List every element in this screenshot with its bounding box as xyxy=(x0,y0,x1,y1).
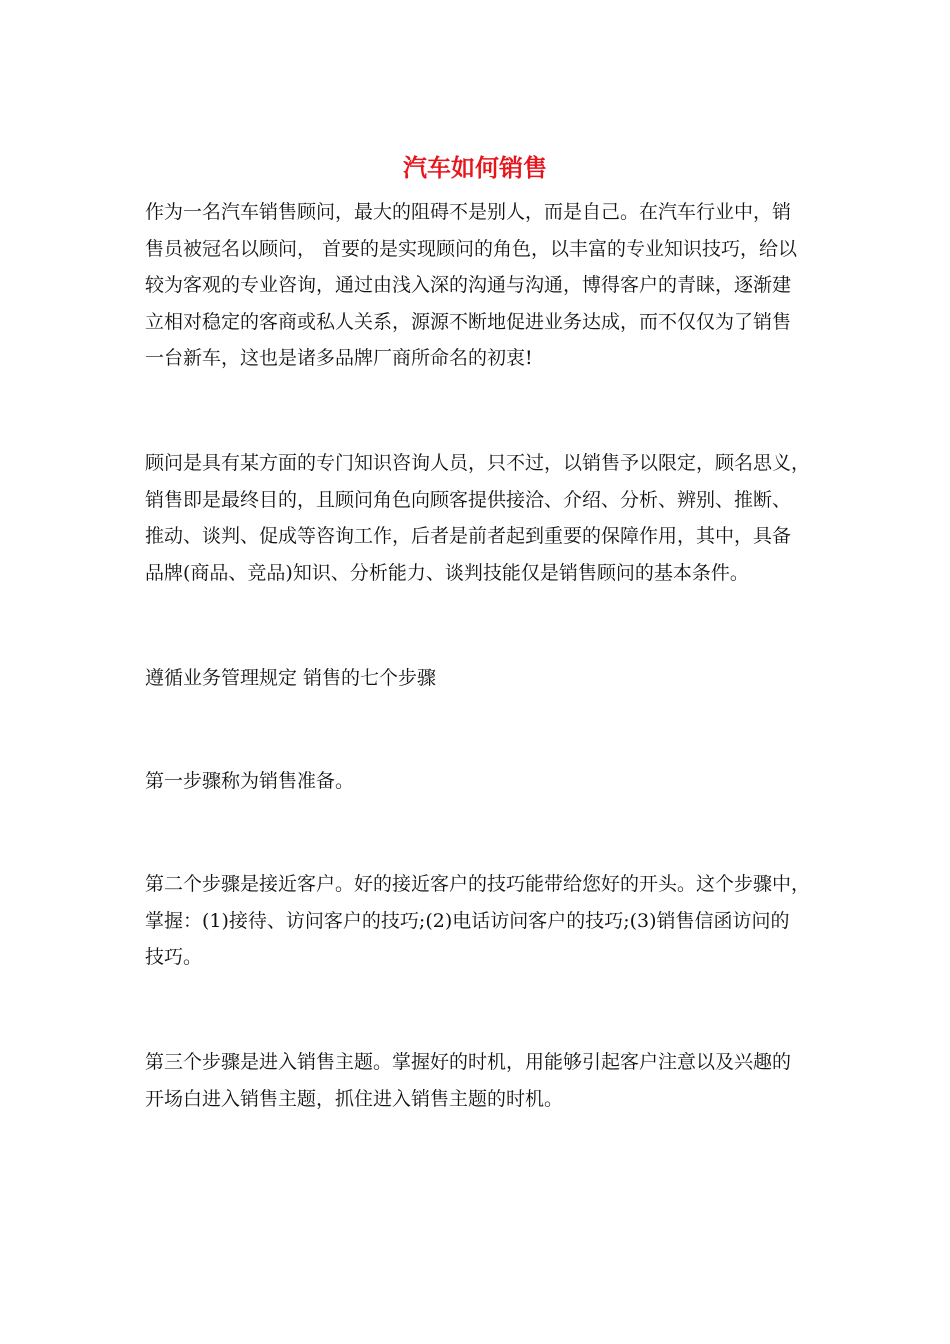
text-line: 较为客观的专业咨询，通过由浅入深的沟通与沟通，博得客户的青睐，逐渐建 xyxy=(145,274,792,296)
text-line: 立相对稳定的客商或私人关系，源源不断地促进业务达成，而不仅仅为了销售 xyxy=(145,310,792,333)
text-line: 第二个步骤是接近客户。好的接近客户的技巧能带给您好的开头。这个步骤中， xyxy=(145,873,811,895)
paragraph-intro xyxy=(145,194,809,377)
text-line: 推动、谈判、促成等咨询工作，后者是前者起到重要的保障作用，其中，具备 xyxy=(145,525,792,547)
text-line: 第三个步骤是进入销售主题。掌握好的时机，用能够引起客户注意以及兴趣的 xyxy=(145,1051,792,1073)
text-line: 遵循业务管理规定 销售的七个步骤 xyxy=(145,667,437,689)
paragraph-step-3 xyxy=(145,1044,809,1117)
text-line: 顾问是具有某方面的专门知识咨询人员，只不过，以销售予以限定，顾名思义， xyxy=(145,452,811,474)
text-line: 第一步骤称为销售准备。 xyxy=(145,770,355,792)
document-title: 汽车如何销售 xyxy=(403,153,547,182)
text-line: 品牌(商品、竞品)知识、分析能力、谈判技能仅是销售顾问的基本条件。 xyxy=(145,561,749,584)
text-line: 作为一名汽车销售顾问，最大的阻碍不是别人，而是自己。在汽车行业中，销 xyxy=(145,201,792,223)
paragraph-step-1 xyxy=(145,763,809,800)
paragraph-seven-steps xyxy=(145,660,809,697)
paragraph-step-2 xyxy=(145,866,809,976)
text-line: 技巧。 xyxy=(145,946,203,968)
text-line: 一台新车，这也是诸多品牌厂商所命名的初衷! xyxy=(145,347,533,369)
text-line: 开场白进入销售主题，抓住进入销售主题的时机。 xyxy=(145,1087,564,1110)
text-line: 售员被冠名以顾问， 首要的是实现顾问的角色，以丰富的专业知识技巧，给以 xyxy=(145,237,798,260)
paragraph-consultant xyxy=(145,445,809,591)
text-line: 掌握：(1)接待、访问客户的技巧;(2)电话访问客户的技巧;(3)销售信函访问的 xyxy=(145,909,790,932)
text-line: 销售即是最终目的，且顾问角色向顾客提供接洽、介绍、分析、辨别、推断、 xyxy=(145,488,792,511)
